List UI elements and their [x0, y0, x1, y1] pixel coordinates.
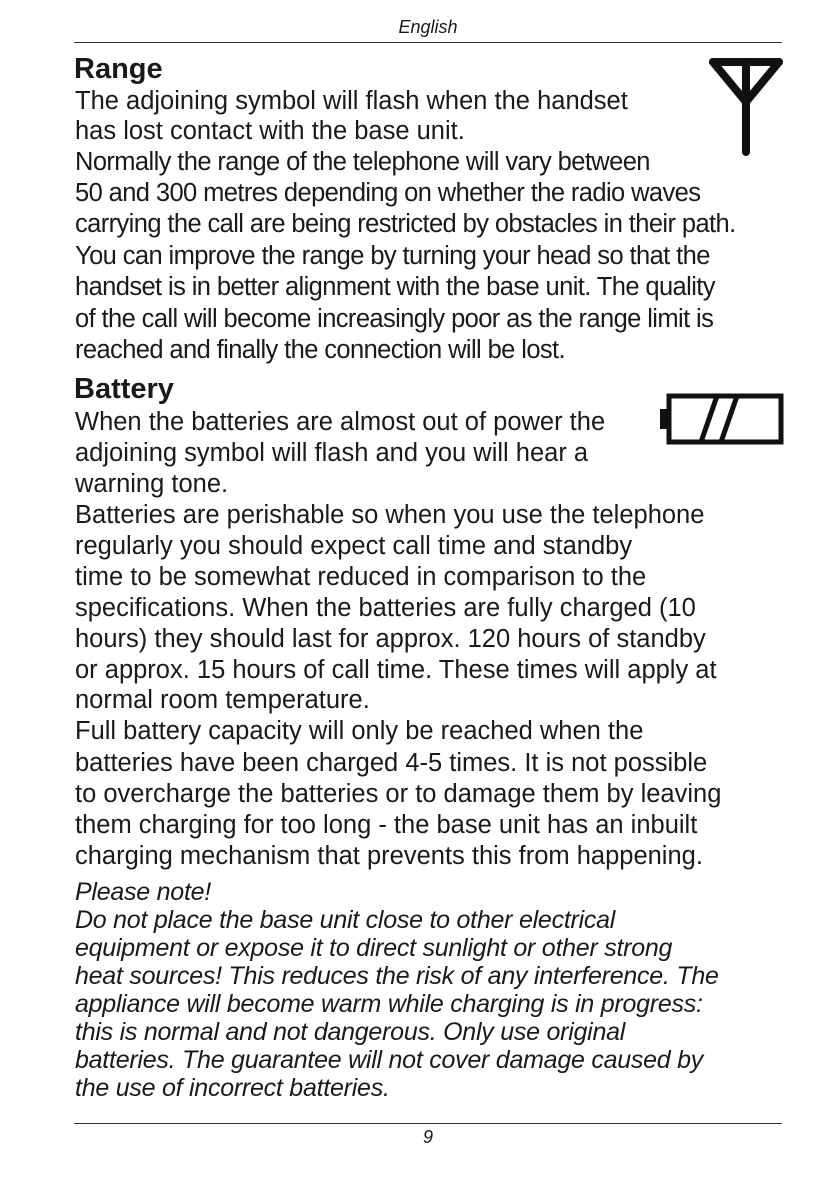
range-line: handset is in better alignment with the base unit. The quality — [75, 273, 715, 301]
battery-line: adjoining symbol will flash and you will hear a — [75, 439, 589, 467]
range-line: of the call will become increasingly poor as the range limit is — [75, 305, 714, 333]
page-number: 9 — [422, 1127, 433, 1147]
battery-line: time to be somewhat reduced in comparison to the — [75, 563, 647, 591]
note-line: appliance will become warm while charging is in progress: — [75, 990, 703, 1018]
range-line: You can improve the range by turning your head so that the — [75, 242, 710, 270]
note-line: this is normal and not dangerous. Only use original — [75, 1018, 626, 1046]
range-line: reached and finally the connection will be lost. — [75, 336, 566, 364]
header-language: English — [398, 17, 458, 37]
battery-line: to overcharge the batteries or to damage them by leaving — [75, 780, 722, 808]
battery-line: specifications. When the batteries are fully charged (10 — [75, 594, 696, 622]
battery-line: hours) they should last for approx. 120 hours of standby — [75, 625, 706, 653]
note-line: batteries. The guarantee will not cover damage caused by — [75, 1046, 704, 1074]
range-line: Normally the range of the telephone will vary between — [75, 148, 650, 176]
battery-line: regularly you should expect call time and standby — [75, 532, 633, 560]
note-title: Please note! — [75, 878, 211, 906]
header-divider — [74, 42, 782, 43]
range-line: 50 and 300 metres depending on whether the radio waves — [75, 179, 701, 207]
battery-line: Batteries are perishable so when you use the telephone — [75, 501, 705, 529]
battery-low-icon — [659, 393, 784, 445]
battery-line: warning tone. — [75, 470, 229, 498]
battery-line: charging mechanism that prevents this from happening. — [75, 842, 703, 870]
note-line: Do not place the base unit close to other electrical — [75, 906, 616, 934]
antenna-icon — [706, 54, 786, 158]
battery-line: batteries have been charged 4-5 times. It is not possible — [75, 749, 708, 777]
range-line: The adjoining symbol will flash when the handset — [75, 87, 628, 115]
battery-line: Full battery capacity will only be reached when the — [75, 717, 644, 745]
footer-divider — [74, 1123, 782, 1124]
range-heading: Range — [74, 53, 163, 85]
note-line: the use of incorrect batteries. — [75, 1074, 390, 1102]
battery-heading: Battery — [74, 373, 174, 405]
battery-line: When the batteries are almost out of power the — [75, 408, 606, 436]
note-line: equipment or expose it to direct sunlight or other strong — [75, 934, 673, 962]
range-line: has lost contact with the base unit. — [75, 117, 465, 145]
battery-line: them charging for too long - the base unit has an inbuilt — [75, 811, 698, 839]
battery-line: or approx. 15 hours of call time. These times will apply at — [75, 656, 717, 684]
note-line: heat sources! This reduces the risk of any interference. The — [75, 962, 719, 990]
range-line: carrying the call are being restricted by obstacles in their path. — [75, 210, 736, 238]
battery-line: normal room temperature. — [75, 686, 370, 714]
